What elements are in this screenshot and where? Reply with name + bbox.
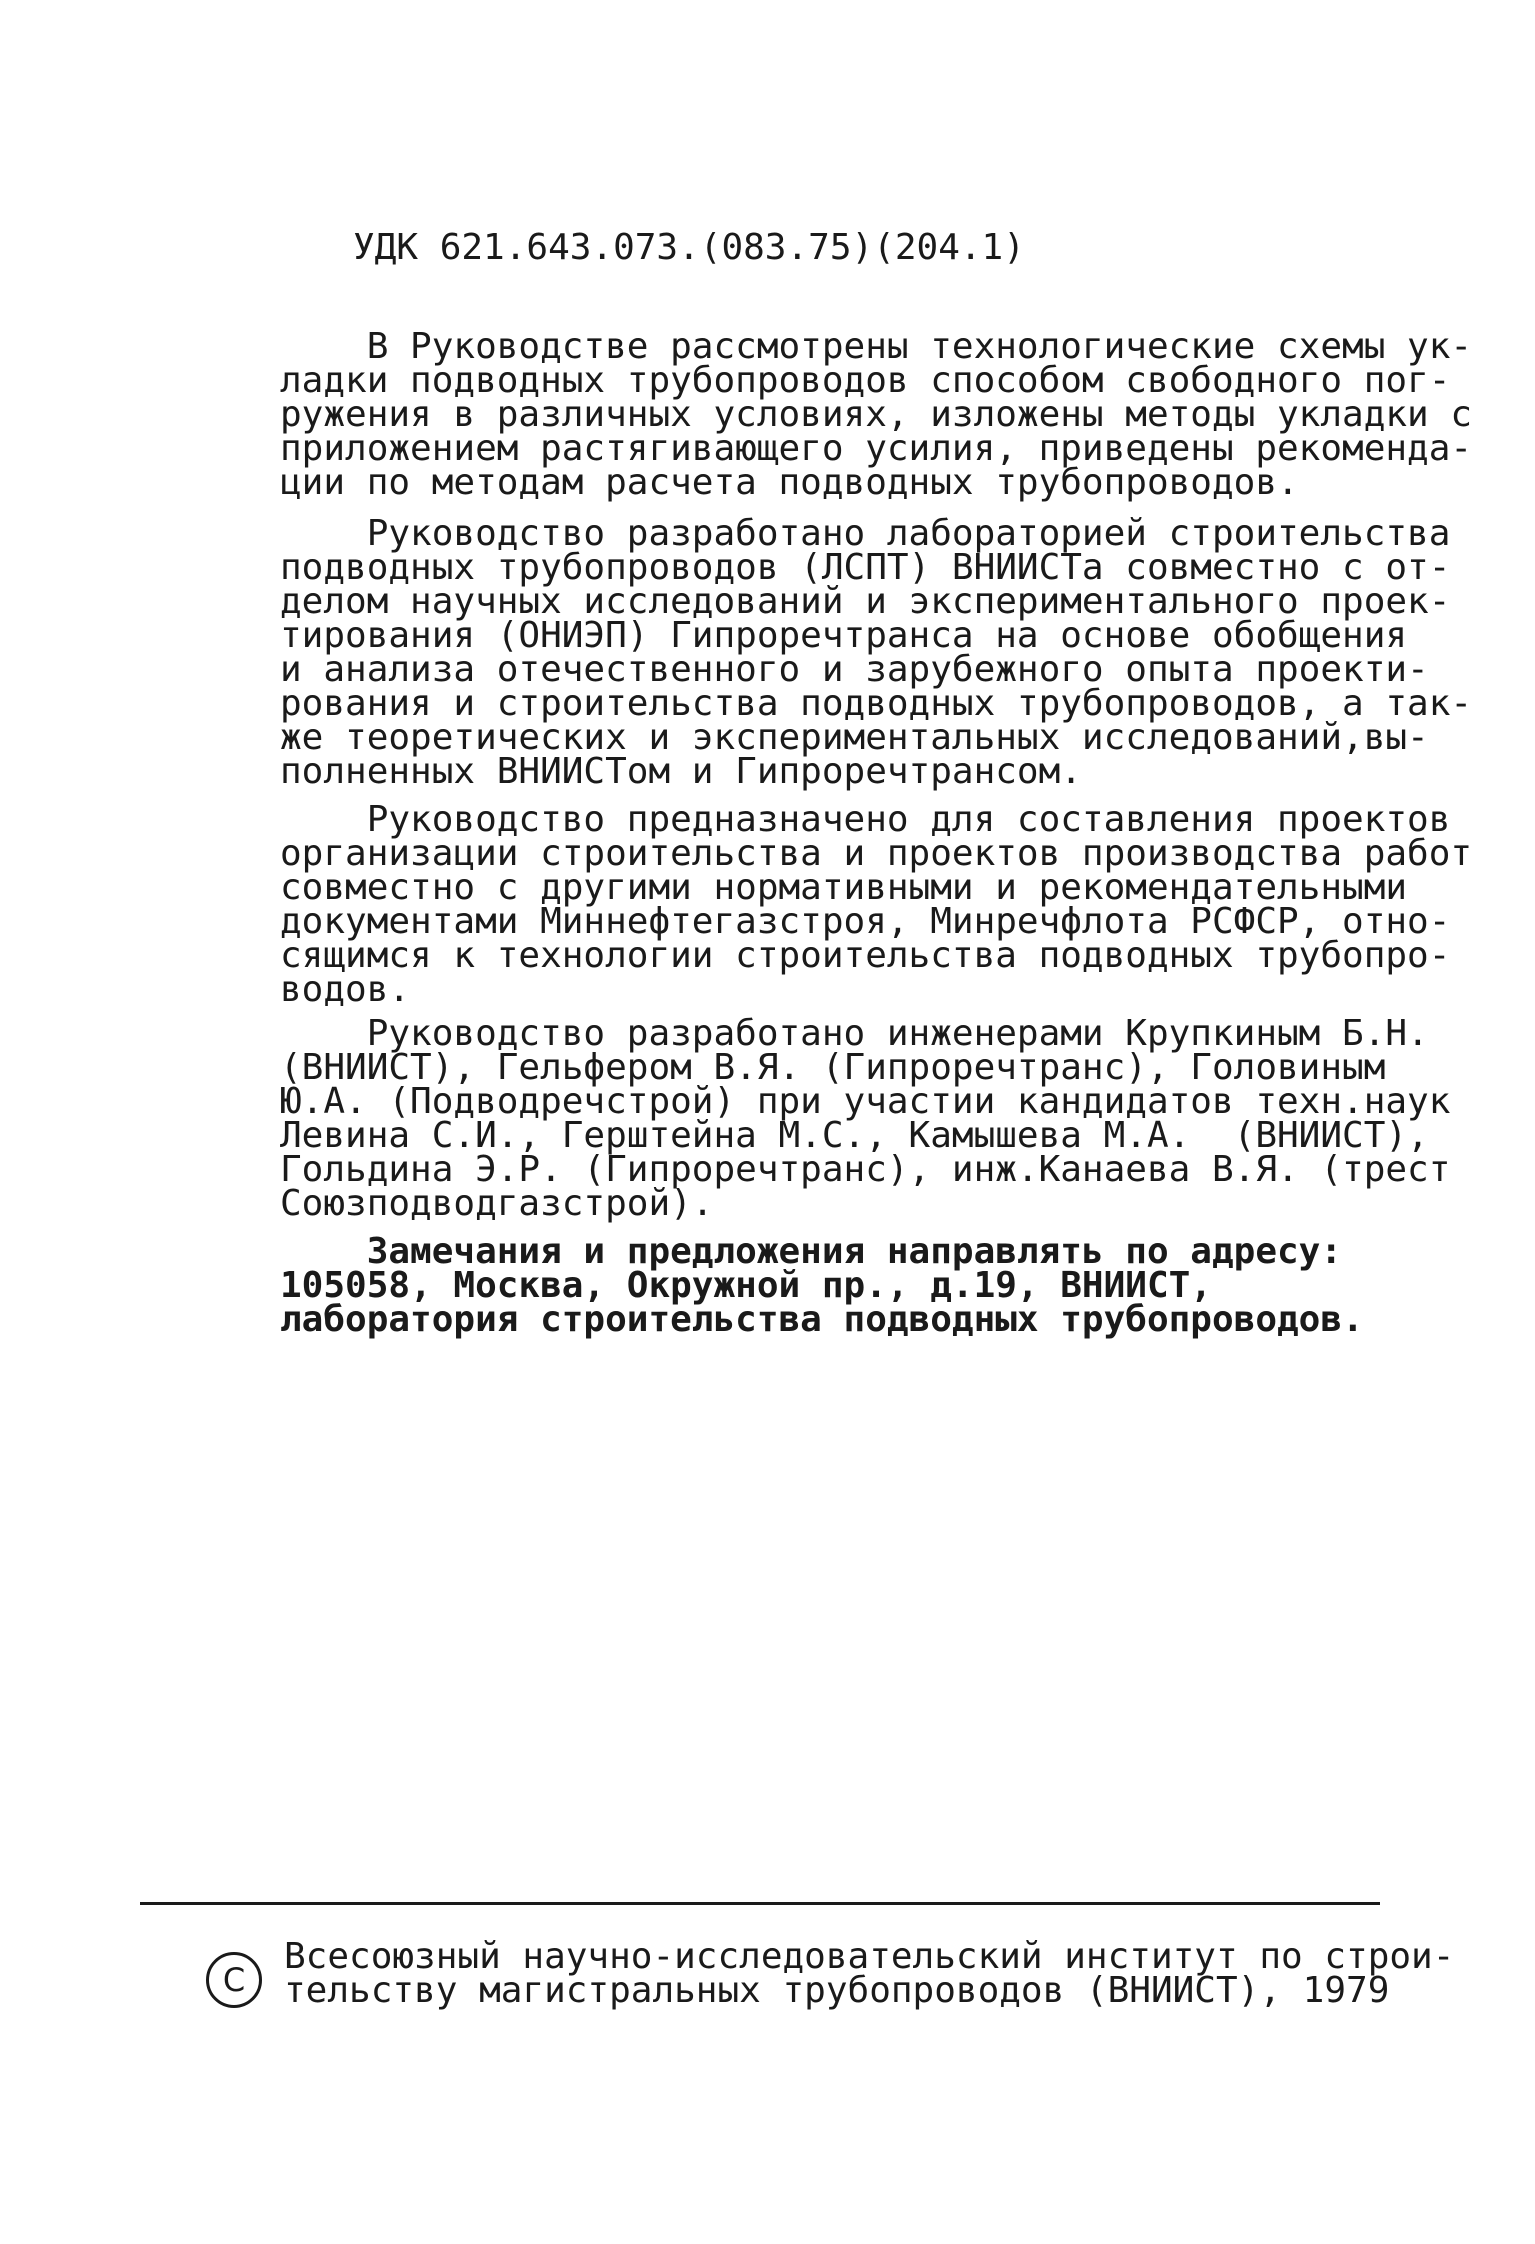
text-line: лаборатория строительства подводных трубопроводов. [280, 1299, 1364, 1340]
text-line: Союзподводгазстрой). [280, 1183, 714, 1224]
text-line: документами Миннефтегазстроя, Минречфлота РСФСР, отно- [280, 901, 1451, 942]
text-line: ладки подводных трубопроводов способом свободного пог- [280, 360, 1451, 401]
text-line: Гольдина Э.Р. (Гипроречтранс), инж.Канаева В.Я. (трест [280, 1149, 1451, 1190]
text-line: Замечания и предложения направлять по адресу: [280, 1231, 1343, 1272]
text-line: Ю.А. (Подводречстрой) при участии кандидатов техн.наук [280, 1081, 1451, 1122]
text-line: водов. [280, 969, 411, 1010]
text-line: совместно с другими нормативными и рекомендательными [280, 867, 1408, 908]
paragraph-authorship [280, 513, 1473, 792]
copyright-notice [284, 1936, 1455, 2011]
text-line: приложением растягивающего усилия, приведены рекоменда- [280, 428, 1473, 469]
text-line: делом научных исследований и экспериментального проек- [280, 581, 1451, 622]
text-line: подводных трубопроводов (ЛСПТ) ВНИИСТа совместно с от- [280, 547, 1451, 588]
paragraph-address [280, 1231, 1400, 1340]
text-line: ружения в различных условиях, изложены методы укладки с [280, 394, 1473, 435]
text-line: и анализа отечественного и зарубежного опыта проекти- [280, 649, 1429, 690]
paragraph-authors [280, 1013, 1451, 1224]
copyright-icon: C [206, 1952, 262, 2008]
text-line: ции по методам расчета подводных трубопроводов. [280, 462, 1299, 503]
text-line: сящимся к технологии строительства подводных трубопро- [280, 935, 1451, 976]
text-line: Левина С.И., Герштейна М.С., Камышева М.А. (ВНИИСТ), [280, 1115, 1429, 1156]
paragraph-scope [280, 326, 1473, 503]
text-line: тельству магистральных трубопроводов (ВНИИСТ), 1979 [284, 1970, 1390, 2011]
text-line: (ВНИИСТ), Гельфером В.Я. (Гипроречтранс), Головиным [280, 1047, 1386, 1088]
text-line: 105058, Москва, Окружной пр., д.19, ВНИИСТ, [280, 1265, 1212, 1306]
text-line: Всесоюзный научно-исследовательский институт по строи- [284, 1936, 1455, 1977]
text-line: тирования (ОНИЭП) Гипроречтранса на основе обобщения [280, 615, 1408, 656]
text-line: В Руководстве рассмотрены технологические схемы ук- [280, 326, 1473, 367]
text-line: организации строительства и проектов производства работ [280, 833, 1473, 874]
paragraph-purpose [280, 799, 1473, 1010]
text-line: рования и строительства подводных трубопроводов, а так- [280, 683, 1473, 724]
text-line: же теоретических и экспериментальных исследований,вы- [280, 717, 1429, 758]
text-line: Руководство разработано инженерами Крупкиным Б.Н. [280, 1013, 1429, 1054]
text-line: Руководство предназначено для составления проектов [280, 799, 1451, 840]
footer-divider [140, 1902, 1380, 1905]
text-line: Руководство разработано лабораторией строительства [280, 513, 1451, 554]
udk-code: УДК 621.643.073.(083.75)(204.1) [353, 227, 1025, 268]
text-line: полненных ВНИИСТом и Гипроречтрансом. [280, 751, 1082, 792]
